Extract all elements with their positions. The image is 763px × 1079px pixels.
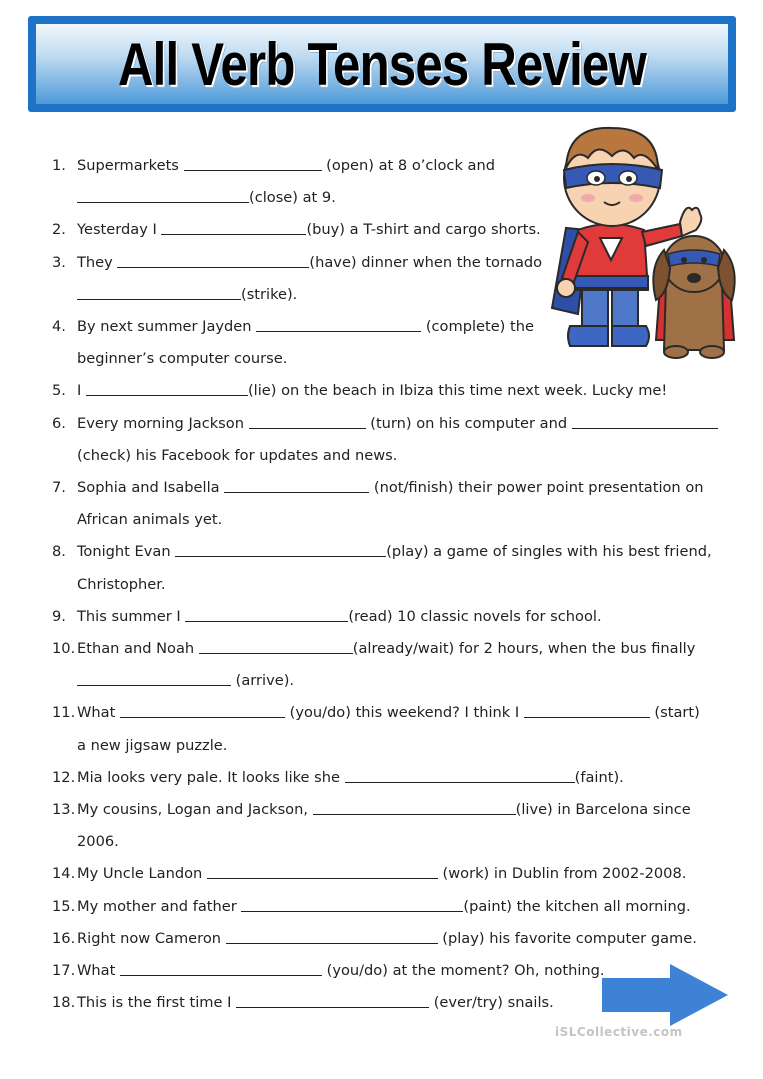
title-banner-inner xyxy=(36,24,728,104)
exercise-line xyxy=(77,762,722,794)
exercise-number: 15. xyxy=(52,897,76,915)
exercise-number: 3. xyxy=(52,253,66,271)
sentence-text: beginner’s computer course. xyxy=(77,350,288,368)
answer-blank[interactable] xyxy=(199,636,353,654)
exercise-line xyxy=(77,214,551,246)
exercise-line xyxy=(77,504,722,536)
exercise-number: 7. xyxy=(52,479,66,497)
sentence-text: My Uncle Landon xyxy=(77,865,207,883)
exercise-number: 18. xyxy=(52,994,76,1012)
exercise-item xyxy=(52,633,722,697)
exercise-item xyxy=(52,214,722,246)
sentence-text: This summer I xyxy=(77,607,186,625)
sentence-text: Every morning Jackson xyxy=(77,414,249,432)
answer-blank[interactable] xyxy=(77,282,241,300)
exercise-item xyxy=(52,762,722,794)
exercise-item xyxy=(52,536,722,600)
exercise-line xyxy=(77,343,722,375)
exercise-line xyxy=(77,697,722,729)
answer-blank[interactable] xyxy=(572,411,718,429)
sentence-text: By next summer Jayden xyxy=(77,318,257,336)
sentence-text: (lie) on the beach in Ibiza this time next week. Lucky me! xyxy=(247,382,668,400)
sentence-text: Mia looks very pale. It looks like she xyxy=(77,768,345,786)
sentence-text: Sophia and Isabella xyxy=(77,479,225,497)
sentence-text: Right now Cameron xyxy=(77,929,226,947)
exercise-number: 13. xyxy=(52,801,76,819)
sentence-text: Ethan and Noah xyxy=(77,640,199,658)
exercise-line xyxy=(77,536,722,568)
exercise-item xyxy=(52,408,722,472)
exercise-line xyxy=(77,247,551,279)
answer-blank[interactable] xyxy=(161,217,306,235)
sentence-text: Yesterday I xyxy=(77,221,162,239)
answer-blank[interactable] xyxy=(236,990,429,1008)
exercise-line xyxy=(77,472,722,504)
answer-blank[interactable] xyxy=(120,958,322,976)
sentence-text: (live) in Barcelona since xyxy=(515,801,691,819)
exercise-number: 1. xyxy=(52,157,66,174)
sentence-text: (start) xyxy=(649,704,700,722)
answer-blank[interactable] xyxy=(345,765,575,783)
answer-blank[interactable] xyxy=(120,700,285,718)
exercise-number: 2. xyxy=(52,221,66,239)
answer-blank[interactable] xyxy=(524,700,650,718)
sentence-text: Tonight Evan xyxy=(77,543,176,561)
exercise-line xyxy=(77,633,722,665)
exercise-line xyxy=(77,923,722,955)
right-arrow-icon[interactable] xyxy=(602,964,728,1026)
exercise-number: 5. xyxy=(52,382,66,400)
sentence-text: My mother and father xyxy=(77,897,242,915)
exercise-item xyxy=(52,601,722,633)
exercise-item xyxy=(52,247,722,311)
exercise-line xyxy=(77,150,551,182)
sentence-text: (have) dinner when the tornado xyxy=(309,253,543,271)
exercise-number: 12. xyxy=(52,768,76,786)
sentence-text: What xyxy=(77,704,120,722)
answer-blank[interactable] xyxy=(185,604,348,622)
sentence-text: 2006. xyxy=(77,833,119,851)
exercise-item xyxy=(52,697,722,761)
sentence-text: (close) at 9. xyxy=(249,189,336,207)
exercise-list xyxy=(52,150,722,1019)
sentence-text: (already/wait) for 2 hours, when the bus finally xyxy=(352,640,696,658)
exercise-item xyxy=(52,311,722,375)
answer-blank[interactable] xyxy=(224,475,369,493)
answer-blank[interactable] xyxy=(117,250,309,268)
exercise-item xyxy=(52,150,722,214)
sentence-text: (turn) on his computer and xyxy=(365,414,572,432)
sentence-text: (work) in Dublin from 2002-2008. xyxy=(437,865,687,883)
answer-blank[interactable] xyxy=(175,539,386,557)
sentence-text: African animals yet. xyxy=(77,511,223,529)
exercise-number: 14. xyxy=(52,865,76,883)
sentence-text: This is the first time I xyxy=(77,994,237,1012)
sentence-text: (check) his Facebook for updates and news. xyxy=(77,446,398,464)
exercise-number: 6. xyxy=(52,414,66,432)
sentence-text: (play) his favorite computer game. xyxy=(437,929,697,947)
exercise-line xyxy=(77,665,722,697)
exercise-line xyxy=(77,569,722,601)
exercise-line xyxy=(77,311,551,343)
sentence-text: Christopher. xyxy=(77,575,166,593)
exercise-number: 11. xyxy=(52,704,76,722)
exercise-line xyxy=(77,440,722,472)
exercise-number: 16. xyxy=(52,929,76,947)
exercise-item xyxy=(52,375,722,407)
sentence-text: (read) 10 classic novels for school. xyxy=(348,607,602,625)
answer-blank[interactable] xyxy=(313,797,516,815)
sentence-text: a new jigsaw puzzle. xyxy=(77,736,228,754)
exercise-item xyxy=(52,472,722,536)
exercise-line xyxy=(77,826,722,858)
title-banner xyxy=(28,16,736,112)
sentence-text: (ever/try) snails. xyxy=(429,994,554,1012)
sentence-text: (open) at 8 o’clock and xyxy=(321,157,495,174)
watermark: iSLCollective.com xyxy=(555,1025,683,1039)
answer-blank[interactable] xyxy=(86,378,248,396)
sentence-text: (buy) a T-shirt and cargo shorts. xyxy=(306,221,541,239)
sentence-text: They xyxy=(77,253,118,271)
answer-blank[interactable] xyxy=(241,894,463,912)
sentence-text: (play) a game of singles with his best friend, xyxy=(386,543,712,561)
sentence-text: (not/finish) their power point presentation on xyxy=(369,479,704,497)
exercise-line xyxy=(77,375,722,407)
answer-blank[interactable] xyxy=(77,185,249,203)
sentence-text: I xyxy=(77,382,86,400)
answer-blank[interactable] xyxy=(249,411,366,429)
exercise-item xyxy=(52,794,722,858)
answer-blank[interactable] xyxy=(207,861,438,879)
exercise-line xyxy=(77,891,722,923)
page-title: All Verb Tenses Review xyxy=(118,30,646,98)
sentence-text: What xyxy=(77,962,120,980)
exercise-number: 8. xyxy=(52,543,66,561)
exercise-line xyxy=(77,408,722,440)
answer-blank[interactable] xyxy=(184,153,322,171)
sentence-text: (strike). xyxy=(241,285,298,303)
exercise-line xyxy=(77,794,722,826)
exercise-line xyxy=(77,182,551,214)
sentence-text: (complete) the xyxy=(421,318,534,336)
sentence-text: (paint) the kitchen all morning. xyxy=(463,897,691,915)
exercise-number: 10. xyxy=(52,640,76,658)
exercise-line xyxy=(77,279,551,311)
answer-blank[interactable] xyxy=(226,926,438,944)
exercise-item xyxy=(52,858,722,890)
sentence-text: (arrive). xyxy=(231,672,295,690)
exercise-item xyxy=(52,891,722,923)
exercise-line xyxy=(77,601,722,633)
exercise-line xyxy=(77,730,722,762)
sentence-text: (you/do) at the moment? Oh, nothing. xyxy=(321,962,605,980)
exercise-number: 17. xyxy=(52,962,76,980)
sentence-text: (faint). xyxy=(574,768,624,786)
exercise-line xyxy=(77,858,722,890)
answer-blank[interactable] xyxy=(256,314,421,332)
exercise-item xyxy=(52,923,722,955)
answer-blank[interactable] xyxy=(77,668,231,686)
exercise-number: 9. xyxy=(52,607,66,625)
exercise-number: 4. xyxy=(52,318,66,336)
sentence-text: (you/do) this weekend? I think I xyxy=(284,704,524,722)
sentence-text: Supermarkets xyxy=(77,157,184,174)
sentence-text: My cousins, Logan and Jackson, xyxy=(77,801,313,819)
